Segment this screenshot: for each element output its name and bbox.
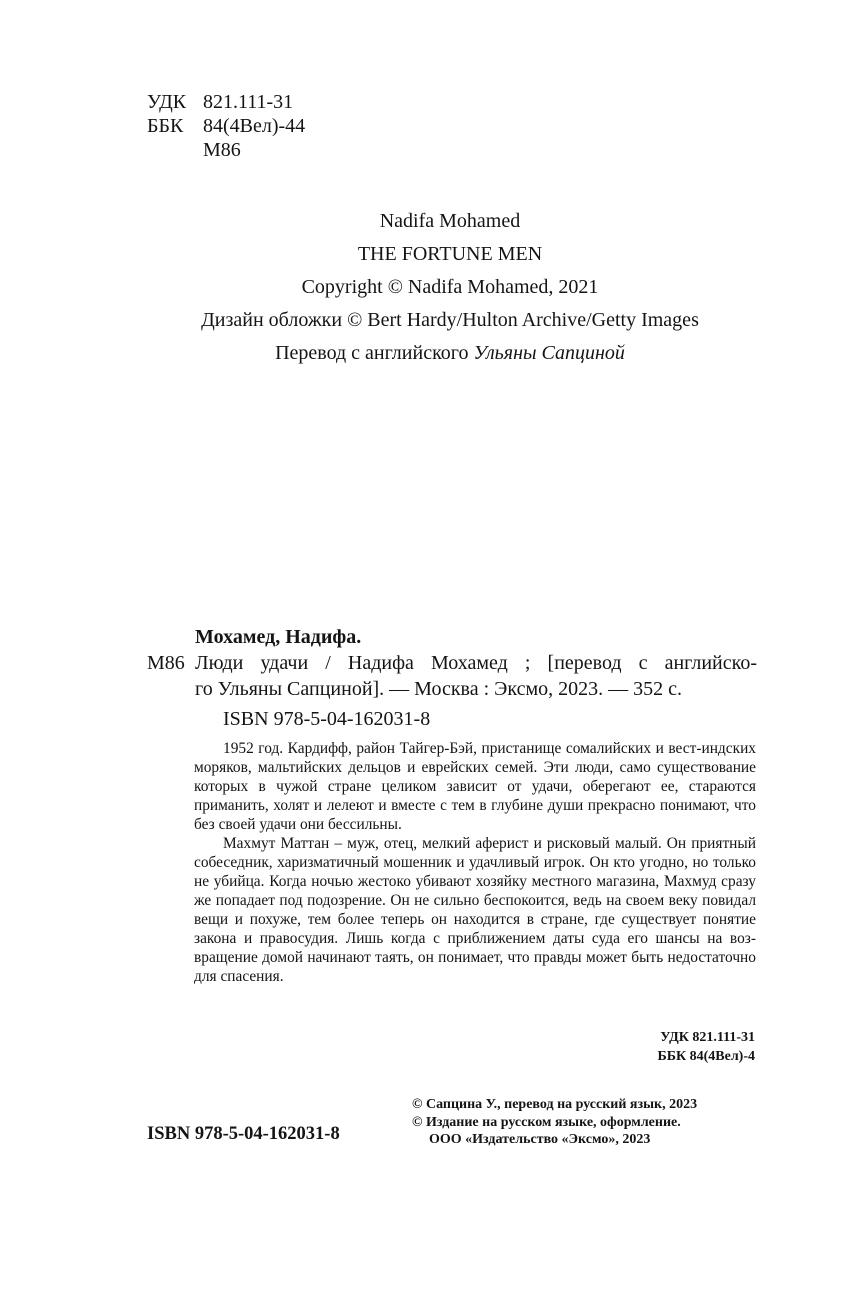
header-codes [147,90,305,162]
credits-block [0,205,845,370]
udk-row [147,90,305,114]
translation-line [0,337,845,370]
author-mark: М86 [203,139,241,161]
copyright-edition-line2: ООО «Издательство «Эксмо», 2023 [429,1132,651,1147]
original-title: THE FORTUNE MEN [357,243,543,265]
catalog-entry [147,624,757,734]
abstract-paragraph-1: 1952 год. Кардифф, район Тайгер-Бэй, пристанище сомалийских и вест-индских моряков, мальтийских дельцов и еврейских семей. Эти люди, само существование которых в чужой стране целиком зависит от удачи, оберегают ее, стараются приманить, холят и лелеют и вместе с тем в глубине души прекрасно понимают, что без своей удачи они бессильны. [194,740,756,833]
original-author: Nadifa Mohamed [379,210,521,232]
copyright-block [412,1096,755,1149]
abstract [194,739,756,986]
bbk-label: ББК [147,115,184,137]
classification-codes [560,1028,755,1066]
copyright-translation: © Сапцина У., перевод на русский язык, 2023 [412,1097,698,1112]
classification-bbk: ББК 84(4Вел)-4 [657,1049,755,1064]
catalog-description-line2: го Ульяны Сапциной]. — Москва : Эксмо, 2023. — 352 с. [195,678,683,700]
catalog-mark: М86 [147,652,185,674]
catalog-isbn: ISBN 978-5-04-162031-8 [223,708,431,730]
copyright-line: Copyright © Nadifa Mohamed, 2021 [301,276,599,298]
cover-design-line: Дизайн обложки © Bert Hardy/Hulton Archive/Getty Images [201,309,699,331]
bbk-value: 84(4Вел)-44 [203,115,306,137]
classification-udk: УДК 821.111-31 [660,1030,755,1045]
copyright-edition-line1: © Издание на русском языке, оформление. [412,1114,681,1130]
catalog-description-line1: Люди удачи / Надифа Мохамед ; [перевод с английско- [195,652,757,674]
translator-name: Ульяны Сапциной [473,342,625,364]
isbn-bottom: ISBN 978-5-04-162031-8 [147,1124,340,1144]
abstract-paragraph-2: Махмут Маттан – муж, отец, мелкий аферист и рисковый малый. Он приятный собеседник, харизматичный мошенник и удачливый игрок. Он кто угодно, но только не убийца. Когда ночью жестоко убивают хозяйку местного магазина, Махмуд сразу же попадает под подозрение. Он не сильно беспокоится, ведь на своем веку повидал вещи и похуже, тем более теперь он находится в стране, где существует понятие закона и правосудия. Лишь когда с приближением даты суда его шансы на возвращение домой начинают таять, он понимает, что правды может быть недостаточно для спасения. [194,835,756,985]
udk-value: 821.111-31 [203,91,294,113]
catalog-author-heading: Мохамед, Надифа. [195,626,362,648]
translation-prefix: Перевод с английского [275,342,469,364]
bbk-row [147,114,305,138]
udk-label: УДК [147,91,187,113]
catalog-description [147,650,757,702]
author-mark-row [147,138,305,162]
